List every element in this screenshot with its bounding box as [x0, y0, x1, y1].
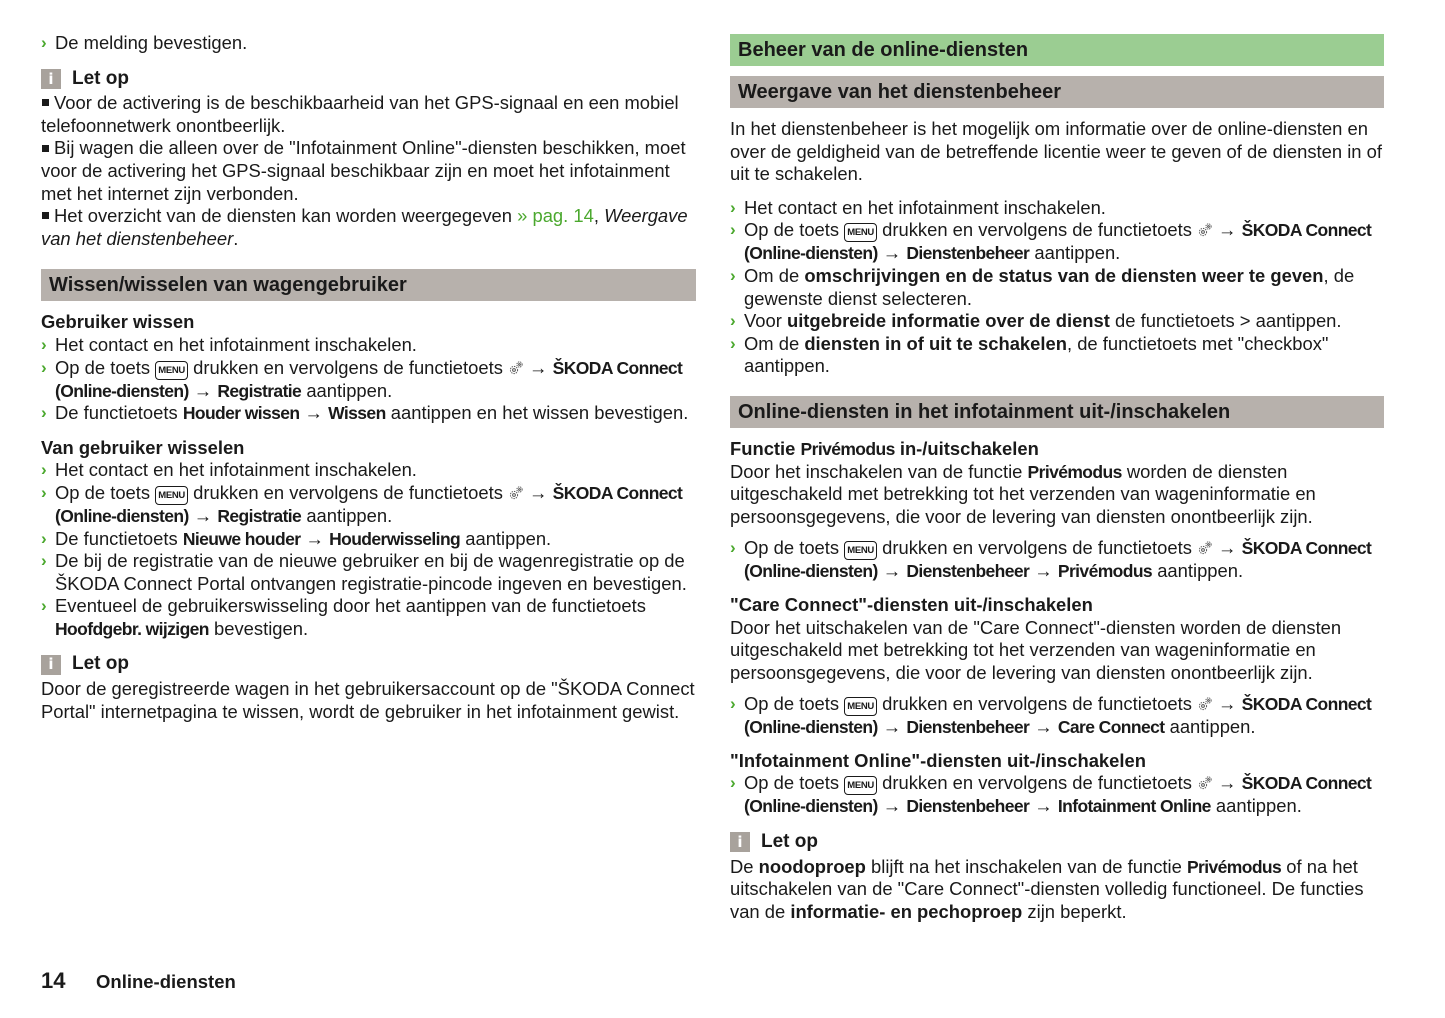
page-number: 14 [41, 968, 66, 993]
chevron-right-icon: › [730, 694, 736, 714]
step: › Op de toets MENU drukken en vervolgens de functietoets → ŠKODA Connect (Online-diensten) → Registratie aantippen. [41, 356, 683, 401]
chevron-right-icon: › [730, 220, 736, 240]
section-reference: Weergave van het dienstenbeheer [41, 205, 688, 249]
chevron-right-icon: › [730, 265, 736, 285]
menu-key-icon: MENU [844, 697, 877, 716]
step: › Op de toets MENU drukken en vervolgens de functietoets → ŠKODA Connect (Online-diensten) → Dienstenbeheer aantippen. [730, 219, 1372, 264]
subheading-infotainment-online: "Infotainment Online"-diensten uit-/inschakelen [730, 749, 1146, 771]
info-icon: i [730, 832, 750, 852]
intro-paragraph: In het dienstenbeheer is het mogelijk om informatie over de online-diensten en over de geldigheid van de betreffende licentie weer te geven of de diensten in of uit te schakelen. [730, 118, 1382, 185]
step: › Op de toets MENU drukken en vervolgens de functietoets → ŠKODA Connect (Online-diensten) → Registratie aantippen. [41, 481, 683, 526]
chevron-right-icon: › [41, 460, 47, 480]
chevron-right-icon: › [41, 482, 47, 502]
step: › Voor uitgebreide informatie over de dienst de functietoets > aantippen. [730, 310, 1342, 332]
step: › Op de toets MENU drukken en vervolgens de functietoets → ŠKODA Connect (Online-diensten) → Dienstenbeheer → Infotainment Online aantippen. [730, 772, 1372, 817]
note-item: Het overzicht van de diensten kan worden weergegeven » pag. 14, Weergave van het dienstenbeheer. [41, 205, 688, 249]
chevron-right-icon: › [41, 528, 47, 548]
chevron-right-icon: › [41, 334, 47, 354]
settings-gear-icon [1197, 775, 1213, 791]
note-item: Bij wagen die alleen over de "Infotainment Online"-diensten beschikken, moet voor de activering het GPS-signaal beschikbaar zijn en moet het infotainment met het internet zijn verbonden. [41, 137, 686, 204]
menu-key-icon: MENU [155, 486, 188, 505]
page-footer [41, 970, 236, 994]
right-column [730, 34, 1384, 923]
step: › Eventueel de gebruikerswisseling door het aantippen van de functietoets Hoofdgebr. wijzigen bevestigen. [41, 595, 646, 639]
footer-chapter-title: Online-diensten [96, 971, 236, 992]
step: › De bij de registratie van de nieuwe gebruiker en bij de wagenregistratie op de ŠKODA Connect Portal ontvangen registratie-pincode ingeven en bevestigen. [41, 550, 687, 594]
subheading-delete-user: Gebruiker wissen [41, 311, 195, 333]
settings-gear-icon [1197, 222, 1213, 238]
note-text: De noodoproep blijft na het inschakelen van de functie Privémodus of na het uitschakelen van de "Care Connect"-diensten volledig functioneel. De functies van de informatie- en pechoproep zijn beperkt. [730, 855, 1364, 922]
chevron-right-icon: › [41, 33, 47, 52]
subheading-switch-user: Van gebruiker wisselen [41, 436, 245, 458]
step: › De functietoets Nieuwe houder → Houderwisseling aantippen. [41, 527, 552, 549]
page-reference-link[interactable]: » pag. 14 [517, 205, 594, 227]
step: › Het contact en het infotainment inschakelen. [41, 333, 417, 355]
step-confirm-message: › De melding bevestigen. [41, 32, 248, 53]
settings-gear-icon [1197, 540, 1213, 556]
chevron-right-icon: › [730, 773, 736, 793]
paragraph: Door het uitschakelen van de "Care Connect"-diensten worden de diensten uitgeschakeld met betrekking tot het verzenden van wageninformatie en persoonsgegevens, die voor de levering van diensten onontbeerlijk zijn. [730, 616, 1342, 683]
menu-key-icon: MENU [844, 223, 877, 242]
chevron-right-icon: › [41, 357, 47, 377]
paragraph: Door het inschakelen van de functie Privémodus worden de diensten uitgeschakeld met betrekking tot het verzenden van wageninformatie en persoonsgegevens, die voor de levering van diensten onontbeerlijk zijn. [730, 460, 1316, 527]
chevron-right-icon: › [41, 403, 47, 423]
note-item: Voor de activering is de beschikbaarheid van het GPS-signaal en een mobiel telefoonnetwerk onontbeerlijk. [41, 92, 679, 136]
chevron-right-icon: › [730, 197, 736, 217]
step: › Om de diensten in of uit te schakelen, de functietoets met "checkbox" aantippen. [730, 332, 1329, 377]
chevron-right-icon: › [730, 333, 736, 353]
menu-key-icon: MENU [844, 776, 877, 795]
info-icon: i [41, 69, 61, 89]
settings-gear-icon [508, 485, 524, 501]
chevron-right-icon: › [41, 551, 47, 571]
menu-key-icon: MENU [155, 361, 188, 380]
step: › Om de omschrijvingen en de status van de diensten weer te geven, de gewenste dienst selecteren. [730, 264, 1355, 309]
step: › De functietoets Houder wissen → Wissen aantippen en het wissen bevestigen. [41, 402, 689, 424]
subheading-care-connect: "Care Connect"-diensten uit-/inschakelen [730, 593, 1093, 615]
chevron-right-icon: › [41, 596, 47, 616]
chapter-heading: Beheer van de online-diensten [730, 34, 1384, 66]
note-heading: i Let op [730, 831, 1384, 854]
step: › Het contact en het infotainment inschakelen. [41, 459, 417, 481]
note-heading: i Let op [41, 653, 696, 676]
settings-gear-icon [1197, 696, 1213, 712]
square-bullet-icon [42, 212, 49, 219]
chevron-right-icon: › [730, 538, 736, 558]
section-heading: Wissen/wisselen van wagengebruiker [41, 269, 696, 301]
chevron-right-icon: › [730, 311, 736, 331]
step: › Op de toets MENU drukken en vervolgens de functietoets → ŠKODA Connect (Online-diensten) → Dienstenbeheer → Care Connect aantippen. [730, 693, 1372, 738]
section-heading: Weergave van het dienstenbeheer [730, 76, 1384, 108]
settings-gear-icon [508, 360, 524, 376]
section-heading: Online-diensten in het infotainment uit-/inschakelen [730, 396, 1384, 428]
square-bullet-icon [42, 99, 49, 106]
step: › Op de toets MENU drukken en vervolgens de functietoets → ŠKODA Connect (Online-diensten) → Dienstenbeheer → Privémodus aantippen. [730, 537, 1372, 582]
step: › Het contact en het infotainment inschakelen. [730, 196, 1106, 218]
info-icon: i [41, 655, 61, 675]
note-text: Door de geregistreerde wagen in het gebruikersaccount op de "ŠKODA Connect Portal" internetpagina te wissen, wordt de gebruiker in het infotainment gewist. [41, 678, 695, 722]
square-bullet-icon [42, 145, 49, 152]
subheading-private-mode: Functie Privémodus in-/uitschakelen [730, 437, 1039, 459]
menu-key-icon: MENU [844, 541, 877, 560]
note-heading: i Let op [41, 68, 696, 91]
left-column [41, 32, 696, 723]
